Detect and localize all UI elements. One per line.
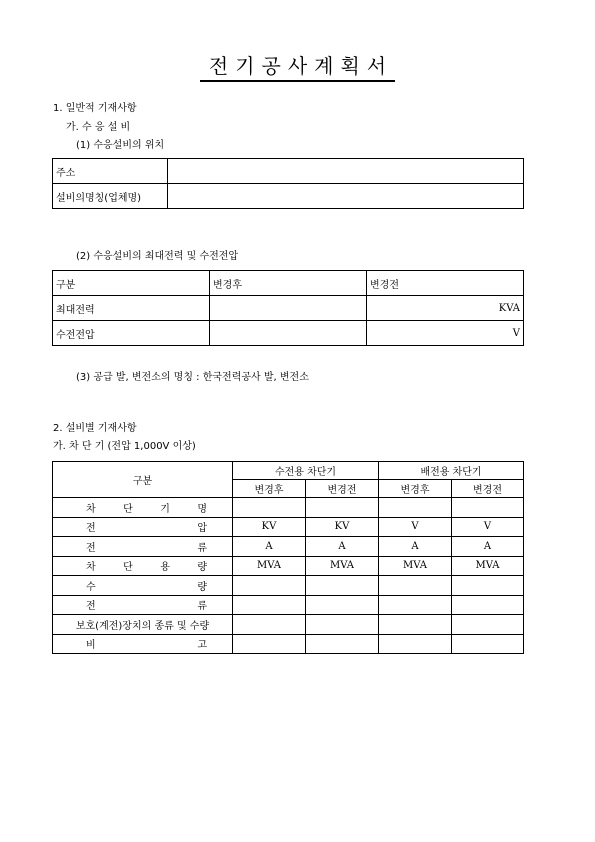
table-row	[53, 462, 524, 480]
table-row	[53, 576, 524, 596]
breaker-cell[interactable]	[452, 634, 524, 654]
document-title: 전기공사계획서	[200, 54, 395, 82]
location-value-facility-name[interactable]	[168, 184, 524, 209]
table-row	[53, 498, 524, 518]
table-row	[53, 634, 524, 654]
breaker-cell[interactable]	[233, 498, 306, 518]
breaker-subheader-distribution-before: 변경전	[452, 480, 524, 498]
breaker-row-label: 수 량	[53, 576, 233, 596]
breaker-cell[interactable]	[233, 615, 306, 635]
breaker-cell[interactable]: KV	[306, 517, 379, 537]
breaker-cell[interactable]	[379, 615, 452, 635]
power-unit-voltage[interactable]: V	[367, 321, 524, 346]
breaker-cell[interactable]	[233, 576, 306, 596]
breaker-cell[interactable]	[452, 595, 524, 615]
breaker-cell[interactable]: V	[452, 517, 524, 537]
location-label-facility-name: 설비의명칭(업체명)	[53, 184, 168, 209]
breaker-row-label: 보호(계전)장치의 종류 및 수량	[53, 615, 233, 635]
breaker-cell[interactable]	[306, 595, 379, 615]
location-label-address: 주소	[53, 159, 168, 184]
table-row	[53, 556, 524, 576]
section1-item2: (2) 수응설비의 최대전력 및 수전전압	[76, 251, 239, 262]
power-header-before: 변경전	[367, 271, 524, 296]
section1-heading: 1. 일반적 기재사항	[53, 103, 137, 114]
breaker-header-receiving: 수전용 차단기	[233, 462, 379, 480]
breaker-row-label: 전 압	[53, 517, 233, 537]
power-label-max-power: 최대전력	[53, 296, 210, 321]
breaker-cell[interactable]: MVA	[452, 556, 524, 576]
power-label-voltage: 수전전압	[53, 321, 210, 346]
table-row	[53, 615, 524, 635]
breaker-cell[interactable]: A	[452, 537, 524, 557]
table-row	[53, 321, 524, 346]
breaker-cell[interactable]	[379, 595, 452, 615]
breaker-cell[interactable]	[379, 634, 452, 654]
breaker-cell[interactable]: A	[379, 537, 452, 557]
table-row	[53, 271, 524, 296]
breaker-subheader-receiving-after: 변경후	[233, 480, 306, 498]
location-table	[52, 158, 524, 209]
breaker-cell[interactable]: MVA	[306, 556, 379, 576]
breaker-cell[interactable]	[379, 576, 452, 596]
breaker-cell[interactable]	[233, 595, 306, 615]
breaker-cell[interactable]: KV	[233, 517, 306, 537]
section1-sub-a: 가. 수 응 설 비	[66, 122, 131, 133]
breaker-cell[interactable]: MVA	[233, 556, 306, 576]
breaker-cell[interactable]	[452, 615, 524, 635]
breaker-cell[interactable]: V	[379, 517, 452, 537]
power-header-category: 구분	[53, 271, 210, 296]
breaker-cell[interactable]	[306, 576, 379, 596]
breaker-cell[interactable]	[233, 634, 306, 654]
breaker-cell[interactable]: A	[233, 537, 306, 557]
breaker-cell[interactable]: A	[306, 537, 379, 557]
breaker-row-label: 전 류	[53, 537, 233, 557]
breaker-row-label: 비 고	[53, 634, 233, 654]
power-table	[52, 270, 524, 346]
table-row	[53, 296, 524, 321]
power-value-max-power-after[interactable]	[210, 296, 367, 321]
breaker-subheader-receiving-before: 변경전	[306, 480, 379, 498]
breaker-cell[interactable]	[452, 576, 524, 596]
breaker-cell[interactable]: MVA	[379, 556, 452, 576]
breaker-subheader-distribution-after: 변경후	[379, 480, 452, 498]
table-row	[53, 184, 524, 209]
breaker-cell[interactable]	[306, 498, 379, 518]
breaker-cell[interactable]	[306, 634, 379, 654]
breaker-row-label: 전 류	[53, 595, 233, 615]
breaker-cell[interactable]	[452, 498, 524, 518]
power-value-voltage-after[interactable]	[210, 321, 367, 346]
breaker-table	[52, 461, 524, 654]
section1-item3: (3) 공급 발, 변전소의 명칭 : 한국전력공사 발, 변전소	[76, 372, 309, 383]
power-unit-max-power[interactable]: KVA	[367, 296, 524, 321]
breaker-cell[interactable]	[379, 498, 452, 518]
table-row	[53, 595, 524, 615]
table-row	[53, 537, 524, 557]
section2-heading: 2. 설비별 기재사항	[53, 423, 137, 434]
table-row	[53, 159, 524, 184]
breaker-row-label: 차 단 용 량	[53, 556, 233, 576]
breaker-table-body	[53, 498, 524, 654]
breaker-header-distribution: 배전용 차단기	[379, 462, 524, 480]
breaker-header-category: 구분	[53, 462, 233, 498]
section1-item1: (1) 수응설비의 위치	[76, 140, 165, 151]
breaker-cell[interactable]	[306, 615, 379, 635]
power-header-after: 변경후	[210, 271, 367, 296]
location-value-address[interactable]	[168, 159, 524, 184]
breaker-row-label: 차 단 기 명	[53, 498, 233, 518]
table-row	[53, 517, 524, 537]
document-title-wrap	[0, 50, 595, 79]
section2-sub-a: 가. 차 단 기 (전압 1,000V 이상)	[53, 441, 196, 452]
